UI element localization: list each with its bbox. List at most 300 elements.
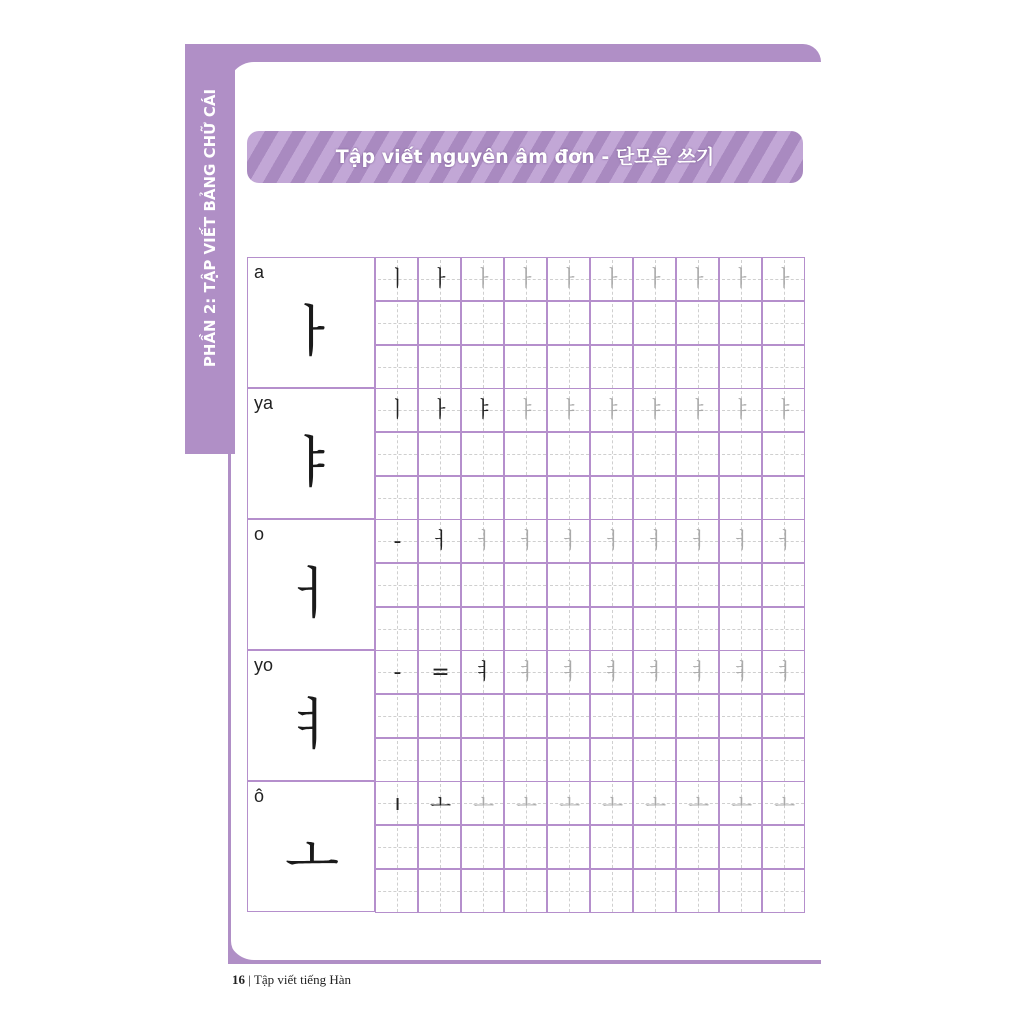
blank-practice-cell[interactable]: [676, 694, 719, 738]
blank-practice-cell[interactable]: [719, 476, 762, 520]
trace-cell[interactable]: [504, 519, 547, 563]
blank-practice-cell[interactable]: [461, 694, 504, 738]
romanization: ya: [254, 393, 274, 413]
trace-glyph: ㅗ: [687, 791, 710, 816]
guide-line: [464, 629, 503, 630]
blank-practice-cell[interactable]: [590, 301, 633, 345]
guide-line: [784, 872, 785, 912]
blank-practice-cell[interactable]: [375, 738, 418, 782]
trace-cell[interactable]: [762, 257, 805, 301]
guide-line: [722, 760, 761, 761]
guide-line: [483, 435, 484, 475]
blank-practice-cell[interactable]: [590, 825, 633, 869]
blank-practice-cell[interactable]: [719, 345, 762, 389]
blank-practice-cell[interactable]: [418, 563, 461, 607]
guide-line: [765, 760, 804, 761]
guide-line: [636, 847, 675, 848]
guide-line: [421, 891, 460, 892]
trace-cell[interactable]: [418, 388, 461, 432]
blank-practice-cell[interactable]: [461, 563, 504, 607]
trace-glyph: ㅗ: [472, 791, 495, 816]
blank-practice-cell[interactable]: [461, 825, 504, 869]
writing-practice-grid: [247, 257, 803, 914]
blank-practice-cell[interactable]: [762, 432, 805, 476]
trace-cell[interactable]: [633, 388, 676, 432]
model-character: ㅗ: [284, 824, 340, 889]
guide-line: [440, 610, 441, 650]
vowel-row: [247, 388, 803, 519]
guide-line: [569, 828, 570, 868]
guide-line: [741, 697, 742, 737]
trace-cell[interactable]: [633, 650, 676, 694]
trace-glyph: ㅕ: [687, 660, 710, 685]
blank-practice-cell[interactable]: [590, 476, 633, 520]
guide-line: [741, 304, 742, 344]
page-margin: [185, 454, 228, 974]
guide-line: [550, 367, 589, 368]
blank-practice-cell[interactable]: [418, 694, 461, 738]
trace-cell[interactable]: [375, 781, 418, 825]
blank-practice-cell[interactable]: [719, 869, 762, 913]
trace-glyph: ㅕ: [644, 660, 667, 685]
trace-glyph: ㅑ: [601, 398, 624, 423]
guide-line: [593, 847, 632, 848]
trace-cell[interactable]: [547, 388, 590, 432]
guide-line: [550, 498, 589, 499]
blank-practice-cell[interactable]: [719, 825, 762, 869]
blank-practice-cell[interactable]: [676, 345, 719, 389]
blank-practice-cell[interactable]: [762, 738, 805, 782]
guide-line: [722, 498, 761, 499]
trace-cell[interactable]: [461, 519, 504, 563]
guide-line: [741, 741, 742, 781]
blank-practice-cell[interactable]: [633, 607, 676, 651]
trace-cell[interactable]: [504, 257, 547, 301]
blank-practice-cell[interactable]: [461, 738, 504, 782]
guide-line: [569, 304, 570, 344]
vowel-label-cell: [247, 257, 375, 388]
trace-glyph: ㅏ: [730, 267, 753, 292]
trace-cell[interactable]: [418, 519, 461, 563]
trace-cell[interactable]: [504, 650, 547, 694]
trace-glyph: ㅏ: [687, 267, 710, 292]
blank-practice-cell[interactable]: [676, 607, 719, 651]
blank-practice-cell[interactable]: [676, 563, 719, 607]
side-tab-label: PHẦN 2: TẬP VIẾT BẢNG CHỮ CÁI: [201, 88, 219, 368]
blank-practice-cell[interactable]: [504, 301, 547, 345]
blank-practice-cell[interactable]: [418, 432, 461, 476]
blank-practice-cell[interactable]: [504, 476, 547, 520]
guide-line: [636, 454, 675, 455]
guide-line: [507, 891, 546, 892]
guide-line: [593, 891, 632, 892]
guide-line: [378, 891, 417, 892]
guide-line: [569, 566, 570, 606]
blank-practice-cell[interactable]: [633, 345, 676, 389]
guide-line: [741, 610, 742, 650]
guide-line: [569, 697, 570, 737]
blank-practice-cell[interactable]: [461, 607, 504, 651]
trace-cell[interactable]: [590, 257, 633, 301]
blank-practice-cell[interactable]: [590, 607, 633, 651]
guide-line: [397, 435, 398, 475]
blank-practice-cell[interactable]: [676, 301, 719, 345]
trace-glyph: ㅑ: [773, 398, 796, 423]
stroke-step-glyph: ㅏ: [429, 267, 452, 292]
guide-line: [421, 323, 460, 324]
trace-cell[interactable]: [633, 781, 676, 825]
guide-line: [679, 716, 718, 717]
trace-cell[interactable]: [461, 388, 504, 432]
model-character: ㅏ: [284, 300, 340, 365]
trace-cell[interactable]: [590, 781, 633, 825]
trace-cell[interactable]: [461, 650, 504, 694]
guide-line: [507, 847, 546, 848]
blank-practice-cell[interactable]: [461, 345, 504, 389]
guide-line: [550, 585, 589, 586]
romanization: ô: [254, 786, 265, 806]
blank-practice-cell[interactable]: [762, 607, 805, 651]
guide-line: [593, 454, 632, 455]
blank-practice-cell[interactable]: [719, 738, 762, 782]
blank-practice-cell[interactable]: [590, 869, 633, 913]
blank-practice-cell[interactable]: [590, 563, 633, 607]
trace-cell[interactable]: [719, 650, 762, 694]
blank-practice-cell[interactable]: [375, 432, 418, 476]
trace-cell[interactable]: [762, 781, 805, 825]
blank-practice-cell[interactable]: [547, 607, 590, 651]
trace-glyph: ㅑ: [730, 398, 753, 423]
guide-line: [698, 872, 699, 912]
blank-practice-cell[interactable]: [762, 694, 805, 738]
guide-line: [421, 629, 460, 630]
trace-glyph: ㅏ: [558, 267, 581, 292]
guide-line: [765, 847, 804, 848]
guide-line: [698, 435, 699, 475]
guide-line: [612, 566, 613, 606]
blank-practice-cell[interactable]: [375, 476, 418, 520]
blank-practice-cell[interactable]: [547, 694, 590, 738]
blank-practice-cell[interactable]: [547, 563, 590, 607]
guide-line: [526, 348, 527, 388]
guide-line: [593, 585, 632, 586]
guide-line: [526, 435, 527, 475]
romanization: a: [254, 262, 265, 282]
blank-practice-cell[interactable]: [590, 345, 633, 389]
model-character: ㅓ: [284, 562, 340, 627]
book-title: Tập viết tiếng Hàn: [253, 972, 351, 987]
guide-line: [593, 760, 632, 761]
blank-practice-cell[interactable]: [633, 563, 676, 607]
guide-line: [526, 304, 527, 344]
guide-line: [679, 367, 718, 368]
guide-line: [526, 566, 527, 606]
guide-line: [378, 847, 417, 848]
blank-practice-cell[interactable]: [590, 694, 633, 738]
blank-practice-cell[interactable]: [676, 432, 719, 476]
blank-practice-cell[interactable]: [418, 301, 461, 345]
blank-practice-cell[interactable]: [375, 825, 418, 869]
vowel-row: [247, 519, 803, 650]
vowel-label-cell: [247, 781, 375, 912]
blank-practice-cell[interactable]: [504, 607, 547, 651]
blank-practice-cell[interactable]: [762, 869, 805, 913]
blank-practice-cell[interactable]: [762, 825, 805, 869]
trace-cell[interactable]: [762, 650, 805, 694]
guide-line: [741, 566, 742, 606]
blank-practice-cell[interactable]: [547, 825, 590, 869]
guide-line: [526, 697, 527, 737]
blank-practice-cell[interactable]: [375, 301, 418, 345]
blank-practice-cell[interactable]: [547, 476, 590, 520]
blank-practice-cell[interactable]: [633, 825, 676, 869]
guide-line: [378, 498, 417, 499]
trace-glyph: ㅏ: [515, 267, 538, 292]
trace-cell[interactable]: [504, 388, 547, 432]
trace-cell[interactable]: [547, 781, 590, 825]
guide-line: [593, 367, 632, 368]
stroke-step-glyph: -: [393, 660, 402, 685]
guide-line: [397, 872, 398, 912]
blank-practice-cell[interactable]: [461, 301, 504, 345]
trace-glyph: ㅓ: [730, 529, 753, 554]
guide-line: [507, 760, 546, 761]
trace-cell[interactable]: [504, 781, 547, 825]
blank-practice-cell[interactable]: [633, 432, 676, 476]
guide-line: [698, 348, 699, 388]
guide-line: [722, 716, 761, 717]
trace-cell[interactable]: [375, 388, 418, 432]
trace-cell[interactable]: [375, 257, 418, 301]
guide-line: [698, 697, 699, 737]
blank-practice-cell[interactable]: [504, 563, 547, 607]
stroke-step-glyph: ㅣ: [386, 398, 409, 423]
trace-cell[interactable]: [547, 519, 590, 563]
trace-cell[interactable]: [590, 388, 633, 432]
blank-practice-cell[interactable]: [719, 607, 762, 651]
guide-line: [440, 828, 441, 868]
blank-practice-cell[interactable]: [676, 869, 719, 913]
guide-line: [698, 610, 699, 650]
guide-line: [655, 566, 656, 606]
guide-line: [550, 891, 589, 892]
guide-line: [636, 367, 675, 368]
guide-line: [612, 872, 613, 912]
guide-line: [636, 891, 675, 892]
stroke-step-glyph: ㅑ: [472, 398, 495, 423]
trace-glyph: ㅓ: [558, 529, 581, 554]
blank-practice-cell[interactable]: [633, 694, 676, 738]
blank-practice-cell[interactable]: [719, 563, 762, 607]
stroke-step-glyph: ı: [394, 791, 401, 816]
guide-line: [679, 847, 718, 848]
trace-cell[interactable]: [719, 257, 762, 301]
guide-line: [550, 454, 589, 455]
blank-practice-cell[interactable]: [719, 301, 762, 345]
blank-practice-cell[interactable]: [504, 825, 547, 869]
blank-practice-cell[interactable]: [375, 563, 418, 607]
blank-practice-cell[interactable]: [504, 694, 547, 738]
trace-cell[interactable]: [633, 519, 676, 563]
guide-line: [569, 435, 570, 475]
trace-cell[interactable]: [762, 519, 805, 563]
guide-line: [612, 479, 613, 519]
section-title: Tập viết nguyên âm đơn - 단모음 쓰기: [335, 146, 715, 168]
stroke-step-glyph: ㅏ: [429, 398, 452, 423]
guide-line: [483, 566, 484, 606]
blank-practice-cell[interactable]: [547, 432, 590, 476]
trace-cell[interactable]: [719, 388, 762, 432]
guide-line: [765, 891, 804, 892]
blank-practice-cell[interactable]: [762, 301, 805, 345]
guide-line: [784, 828, 785, 868]
blank-practice-cell[interactable]: [375, 345, 418, 389]
trace-cell[interactable]: [676, 257, 719, 301]
trace-cell[interactable]: [719, 519, 762, 563]
blank-practice-cell[interactable]: [547, 345, 590, 389]
blank-practice-cell[interactable]: [719, 694, 762, 738]
trace-cell[interactable]: [418, 781, 461, 825]
guide-line: [636, 585, 675, 586]
guide-line: [464, 847, 503, 848]
guide-line: [378, 323, 417, 324]
guide-line: [636, 629, 675, 630]
blank-practice-cell[interactable]: [547, 738, 590, 782]
guide-line: [421, 847, 460, 848]
guide-line: [378, 760, 417, 761]
blank-practice-cell[interactable]: [418, 607, 461, 651]
trace-glyph: ㅗ: [730, 791, 753, 816]
trace-cell[interactable]: [633, 257, 676, 301]
guide-line: [378, 585, 417, 586]
trace-cell[interactable]: [590, 650, 633, 694]
blank-practice-cell[interactable]: [762, 563, 805, 607]
blank-practice-cell[interactable]: [547, 869, 590, 913]
vowel-label-cell: [247, 650, 375, 781]
guide-line: [722, 847, 761, 848]
blank-practice-cell[interactable]: [418, 476, 461, 520]
trace-cell[interactable]: [590, 519, 633, 563]
guide-line: [507, 629, 546, 630]
guide-line: [636, 498, 675, 499]
trace-cell[interactable]: [461, 257, 504, 301]
trace-cell[interactable]: [418, 257, 461, 301]
blank-practice-cell[interactable]: [504, 432, 547, 476]
guide-line: [440, 697, 441, 737]
blank-practice-cell[interactable]: [676, 476, 719, 520]
guide-line: [397, 828, 398, 868]
model-character: ㅑ: [284, 431, 340, 496]
trace-cell[interactable]: [676, 388, 719, 432]
blank-practice-cell[interactable]: [676, 825, 719, 869]
blank-practice-cell[interactable]: [676, 738, 719, 782]
blank-practice-cell[interactable]: [504, 738, 547, 782]
trace-glyph: ㅓ: [515, 529, 538, 554]
blank-practice-cell[interactable]: [504, 869, 547, 913]
guide-line: [464, 323, 503, 324]
guide-line: [593, 323, 632, 324]
guide-line: [464, 716, 503, 717]
guide-line: [550, 323, 589, 324]
blank-practice-cell[interactable]: [633, 869, 676, 913]
trace-cell[interactable]: [461, 781, 504, 825]
trace-cell[interactable]: [676, 519, 719, 563]
guide-line: [741, 828, 742, 868]
blank-practice-cell[interactable]: [719, 432, 762, 476]
trace-glyph: ㅗ: [515, 791, 538, 816]
guide-line: [655, 479, 656, 519]
blank-practice-cell[interactable]: [418, 869, 461, 913]
blank-practice-cell[interactable]: [461, 869, 504, 913]
guide-line: [569, 872, 570, 912]
blank-practice-cell[interactable]: [547, 301, 590, 345]
blank-practice-cell[interactable]: [590, 738, 633, 782]
guide-line: [612, 828, 613, 868]
trace-cell[interactable]: [547, 257, 590, 301]
guide-line: [421, 367, 460, 368]
guide-line: [765, 323, 804, 324]
guide-line: [483, 697, 484, 737]
trace-cell[interactable]: [375, 650, 418, 694]
guide-line: [526, 610, 527, 650]
trace-glyph: ㅏ: [644, 267, 667, 292]
trace-cell[interactable]: [719, 781, 762, 825]
blank-practice-cell[interactable]: [504, 345, 547, 389]
blank-practice-cell[interactable]: [633, 738, 676, 782]
blank-practice-cell[interactable]: [633, 476, 676, 520]
blank-practice-cell[interactable]: [418, 738, 461, 782]
blank-practice-cell[interactable]: [590, 432, 633, 476]
guide-line: [698, 828, 699, 868]
blank-practice-cell[interactable]: [418, 825, 461, 869]
blank-practice-cell[interactable]: [762, 476, 805, 520]
blank-practice-cell[interactable]: [762, 345, 805, 389]
blank-practice-cell[interactable]: [375, 607, 418, 651]
vowel-row: [247, 781, 803, 912]
blank-practice-cell[interactable]: [418, 345, 461, 389]
guide-line: [483, 479, 484, 519]
trace-cell[interactable]: [547, 650, 590, 694]
trace-glyph: ㅓ: [773, 529, 796, 554]
guide-line: [440, 566, 441, 606]
blank-practice-cell[interactable]: [375, 869, 418, 913]
trace-cell[interactable]: [375, 519, 418, 563]
trace-cell[interactable]: [762, 388, 805, 432]
guide-line: [483, 828, 484, 868]
blank-practice-cell[interactable]: [461, 432, 504, 476]
guide-line: [636, 323, 675, 324]
trace-cell[interactable]: [418, 650, 461, 694]
guide-line: [784, 610, 785, 650]
guide-line: [784, 304, 785, 344]
blank-practice-cell[interactable]: [375, 694, 418, 738]
trace-cell[interactable]: [676, 781, 719, 825]
romanization: o: [254, 524, 265, 544]
guide-line: [765, 629, 804, 630]
blank-practice-cell[interactable]: [633, 301, 676, 345]
frame-left-border: [228, 440, 231, 948]
guide-line: [655, 828, 656, 868]
guide-line: [421, 498, 460, 499]
blank-practice-cell[interactable]: [461, 476, 504, 520]
section-banner: [247, 131, 803, 183]
guide-line: [765, 716, 804, 717]
trace-cell[interactable]: [676, 650, 719, 694]
guide-line: [722, 454, 761, 455]
guide-line: [569, 610, 570, 650]
trace-glyph: ㅑ: [515, 398, 538, 423]
guide-line: [636, 760, 675, 761]
